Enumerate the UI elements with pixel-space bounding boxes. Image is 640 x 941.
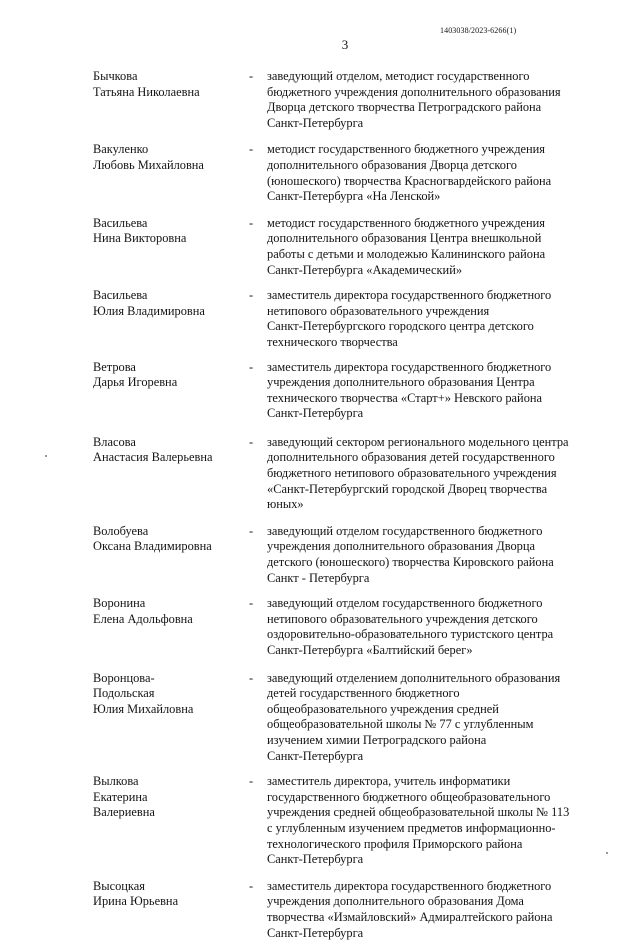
position-description: заместитель директора государственного бюджетного нетипового образовательного учреждения Санкт-Петербургского городского центра детского технического творчества: [267, 288, 552, 349]
dash-separator: -: [249, 774, 254, 789]
position-description: заведующий отделом государственного бюджетного нетипового образовательного учреждения детского оздоровительно-образовательного туристского центра Санкт-Петербурга «Балтийский берег»: [267, 596, 554, 657]
list-item: [0, 142, 640, 204]
list-item: [0, 435, 640, 513]
list-item: [0, 69, 640, 131]
position-description: заведующий сектором регионального модельного центра дополнительного образования детей государственного бюджетного нетипового образовательного учреждения «Санкт-Петербургский городской Дворец творчества юных»: [267, 434, 569, 512]
list-item: [0, 879, 640, 941]
person-name: Воронцова- Подольская Юлия Михайловна: [93, 670, 194, 716]
person-name: Высоцкая Ирина Юрьевна: [93, 878, 179, 909]
position-description: заместитель директора, учитель информатики государственного бюджетного общеобразовательного учреждения средней общеобразовательной школы № 113 с углубленным изучением предметов информационно- технологического профиля Приморского района Санкт-Петербурга: [267, 774, 570, 867]
dash-separator: -: [249, 69, 254, 83]
list-item: [0, 216, 640, 278]
list-item: [0, 524, 640, 586]
person-name: Ветрова Дарья Игоревна: [93, 359, 178, 390]
list-item: [0, 774, 640, 868]
list-item: [0, 596, 640, 658]
dash-separator: -: [249, 878, 254, 893]
person-name: Вакуленко Любовь Михайловна: [93, 142, 204, 172]
dash-separator: -: [249, 215, 254, 230]
list-item: [0, 671, 640, 765]
person-name: Васильева Юлия Владимировна: [93, 288, 205, 318]
staff-list: [0, 69, 640, 941]
dash-separator: -: [249, 596, 254, 611]
document-number: 1403038/2023-6266(1): [440, 26, 517, 35]
position-description: заведующий отделом, методист государственного бюджетного учреждения дополнительного образования Дворца детского творчества Петроградского района Санкт-Петербурга: [267, 69, 561, 130]
person-name: Бычкова Татьяна Николаевна: [93, 69, 200, 99]
position-description: заместитель директора государственного бюджетного учреждения дополнительного образования Центра технического творчества «Старт+» Невского района Санкт-Петербурга: [267, 359, 552, 421]
position-description: заместитель директора государственного бюджетного учреждения дополнительного образования Дома творчества «Измайловский» Адмиралтейского района Санкт-Петербурга: [267, 878, 553, 940]
person-name: Воронина Елена Адольфовна: [93, 596, 193, 626]
person-name: Власова Анастасия Валерьевна: [93, 434, 213, 465]
dash-separator: -: [249, 523, 254, 538]
list-item: [0, 360, 640, 422]
person-name: Волобуева Оксана Владимировна: [93, 523, 212, 554]
person-name: Вылкова Екатерина Валериевна: [93, 774, 155, 820]
scan-speck: [606, 852, 608, 854]
dash-separator: -: [249, 359, 254, 374]
page-number: 3: [341, 37, 349, 52]
dash-separator: -: [249, 288, 254, 303]
position-description: методист государственного бюджетного учреждения дополнительного образования Центра внешкольной работы с детьми и молодежью Калининского района Санкт-Петербурга «Академический»: [267, 215, 546, 277]
scan-speck: [45, 455, 47, 457]
dash-separator: -: [249, 142, 254, 157]
position-description: заведующий отделением дополнительного образования детей государственного бюджетного общеобразовательного учреждения средней общеобразовательной школы № 77 с углубленным изучением химии Петроградского района Санкт-Петербурга: [267, 670, 561, 763]
dash-separator: -: [249, 434, 254, 449]
person-name: Васильева Нина Викторовна: [93, 215, 187, 246]
position-description: заведующий отделом государственного бюджетного учреждения дополнительного образования Дворца детского (юношеского) творчества Кировского района Санкт - Петербурга: [267, 523, 554, 585]
position-description: методист государственного бюджетного учреждения дополнительного образования Дворца детского (юношеского) творчества Красногвардейского района Санкт-Петербурга «На Ленской»: [267, 142, 552, 204]
list-item: [0, 288, 640, 350]
dash-separator: -: [249, 670, 254, 685]
